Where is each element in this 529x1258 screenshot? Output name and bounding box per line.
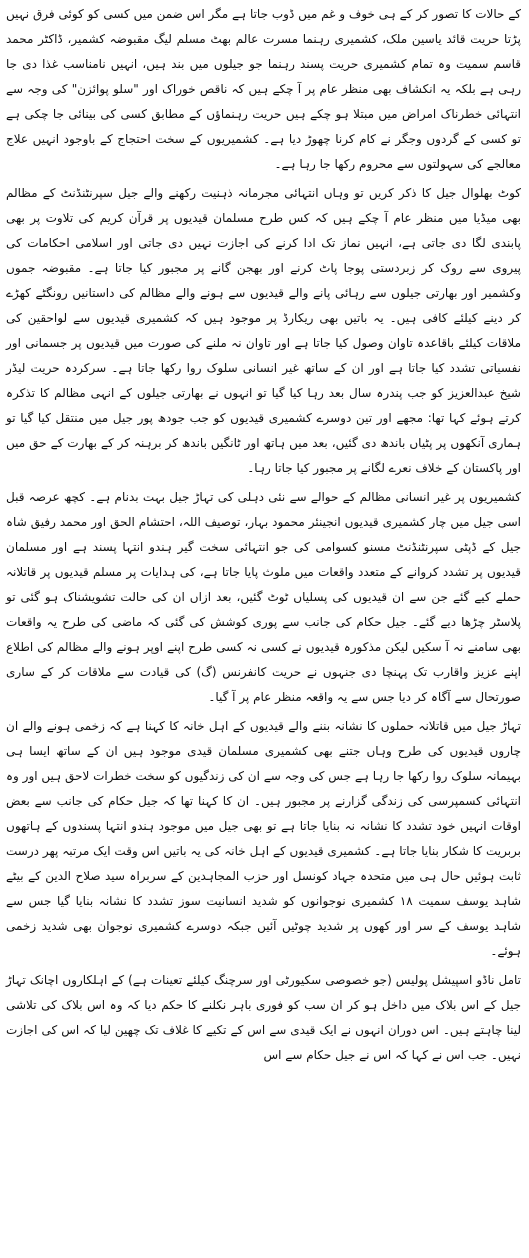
article-paragraph-1: کے حالات کا تصور کر کے ہی خوف و غم میں ڈوب جاتا ہے مگر اس ضمن میں کسی کو کوئی فرق نہیں پڑتا حریت قائد یاسین ملک، کشمیری رہنما مسرت عالم بھٹ مسلم لیگ مقبوضہ کشمیر، ڈاکٹر محمد قاسم سمیت وہ تمام کشمیری حریت پسند رہنما جو جیلوں میں بند ہیں، انہیں نامناسب غذا دی جا رہی ہے بلکہ یہ انکشاف بھی منظر عام پر آ چکے ہیں کہ ناقص خوراک اور "سلو پوائزن" کی وجہ سے انتہائی خطرناک امراض میں مبتلا ہو چکے ہیں حریت رہنماؤں کے مطابق کسی کی بینائی جا چکی ہے تو کسی کے گردوں وجگر نے کام کرنا چھوڑ دیا ہے۔ کشمیریوں کے سخت احتجاج کے باوجود انہیں علاج معالجے کی سہولتوں سے محروم رکھا جا رہا ہے۔	[6, 7, 521, 171]
article-paragraph-4: تہاڑ جیل میں قاتلانہ حملوں کا نشانہ بننے والے قیدیوں کے اہل خانہ کا کہنا ہے کہ زخمی ہونے والے ان چاروں قیدیوں کی طرح وہاں جتنے بھی کشمیری مسلمان قیدی موجود ہیں ان کے ساتھ ایسا ہی بہیمانہ سلوک روا رکھا جا رہا ہے جس کی وجہ سے ان کی زندگیوں کو سخت خطرات لاحق ہیں اور وہ انتہائی کسمپرسی کی زندگی گزارنے پر مجبور ہیں۔ ان کا کہنا تھا کہ جیل حکام کی جانب سے بعض اوقات انہیں خود تشدد کا نشانہ نہ بنایا جاتا ہے تو بھی جیل میں موجود ہندو انتہا پسندوں کے ہاتھوں بربریت کا شکار بنایا جاتا ہے۔ کشمیری قیدیوں کے اہل خانہ کی یہ باتیں اس وقت ایک مرتبہ پھر درست ثابت ہوئیں حال ہی میں متحدہ جہاد کونسل اور حزب المجاہدین کے سربراہ سید صلاح الدین کے بیٹے شاہد یوسف سمیت ۱۸ کشمیری نوجوانوں کو شدید انسانیت سوز تشدد کا نشانہ بنایا گیا جس سے شاہد یوسف کے سر اور کھوں پر شدید چوٹیں آئیں جبکہ دوسرے کشمیری نوجوان بھی شدید زخمی ہوئے۔	[6, 719, 521, 958]
article-paragraph-2: کوٹ بھلوال جیل کا ذکر کریں تو وہاں انتہائی مجرمانہ ذہنیت رکھنے والے جیل سپرنٹنڈنٹ کے مظالم بھی میڈیا میں منظر عام آ چکے ہیں کہ کس طرح مسلمان قیدیوں پر قرآن کریم کی تلاوت پر بھی پابندی لگا دی جاتی ہے، انہیں نماز تک ادا کرنے کی اجازت نہیں دی جاتی اور اسلامی احکامات کی پیروی سے روک کر زبردستی پوجا پاٹ کرنے اور بھجن گانے پر مجبور کیا جاتا ہے۔ مقبوضہ جموں وکشمیر اور بھارتی جیلوں سے رہائی پانے والے قیدیوں سے ہونے والے مظالم کی داستانیں رونگٹے کھڑے کر دینے کیلئے کافی ہیں۔ یہ باتیں بھی ریکارڈ پر موجود ہیں کہ کشمیری قیدیوں سے لواحقین کی ملاقات کیلئے باقاعدہ تاوان وصول کیا جاتا ہے اور تاوان نہ ملنے کی صورت میں قیدیوں پر جسمانی اور نفسیاتی تشدد کیا جاتا ہے اور ان کے ساتھ غیر انسانی سلوک روا رکھا جاتا ہے۔ سرکردہ حریت لیڈر شیخ عبدالعزیز کو جب پندرہ سال بعد رہا کیا گیا تو انہوں نے بھارتی جیلوں کے انہی مظالم کا تذکرہ کرتے ہوئے کہا تھا: مجھے اور تین دوسرے کشمیری قیدیوں کو جب جودھ پور جیل میں منتقل کیا گیا تو ہماری آنکھوں پر پٹیاں باندھ دی گئیں، بعد میں ہاتھ اور ٹانگیں باندھ کر برہنہ کر کے بھارت کے حق میں اور پاکستان کے خلاف نعرے لگانے پر مجبور کیا جاتا رہا۔	[6, 186, 521, 475]
article-paragraph-5: تامل ناڈو اسپیشل پولیس (جو خصوصی سکیورٹی اور سرچنگ کیلئے تعینات ہے) کے اہلکاروں اچانک تہاڑ جیل کے اس بلاک میں داخل ہو کر ان سب کو فوری باہر نکلنے کا حکم دیا کہ وہ اس بلاک کی تلاشی لینا چاہتے ہیں۔ اس دوران انہوں نے ایک قیدی سے اس کے تکیے کا غلاف تک چھین لیا کہ اس کی اجازت نہیں۔ جب اس نے کہا کہ اس نے جیل حکام سے اس	[6, 973, 521, 1062]
article-paragraph-3: کشمیریوں پر غیر انسانی مظالم کے حوالے سے نئی دہلی کی تہاڑ جیل بہت بدنام ہے۔ کچھ عرصہ قبل اسی جیل میں چار کشمیری قیدیوں انجینئر محمود بہار، توصیف اللہ، احتشام الحق اور محمد رفیق شاہ جیل کے ڈپٹی سپرنٹنڈنٹ مسنو کسوامی کی جو انتہائی سخت گیر ہندو انتہا پسند ہے اور مسلمان قیدیوں پر تشدد کروانے کے متعدد واقعات میں ملوث پایا جاتا ہے، کی ہدایات پر مسلم قیدیوں پر قاتلانہ حملے کیے گئے جن سے ان قیدیوں کی پسلیاں ٹوٹ گئیں، بعد ازاں ان کی حالت تشویشناک ہو گئی تو پلاسٹر چڑھا دیے گئے۔ جیل حکام کی جانب سے پوری کوشش کی گئی کہ ماضی کی طرح یہ واقعات بھی سامنے نہ آ سکیں لیکن مذکورہ قیدیوں نے کسی نہ کسی طرح اپنے اوپر ہونے والے مظالم کی اطلاع اپنے عزیز واقارب تک پہنچا دی جنہوں نے حریت کانفرنس (گ) کی قیادت سے ملاقات کر کے ساری صورتحال سے آگاہ کر دیا جس سے یہ واقعہ منظر عام پر آ گیا۔	[6, 490, 521, 704]
